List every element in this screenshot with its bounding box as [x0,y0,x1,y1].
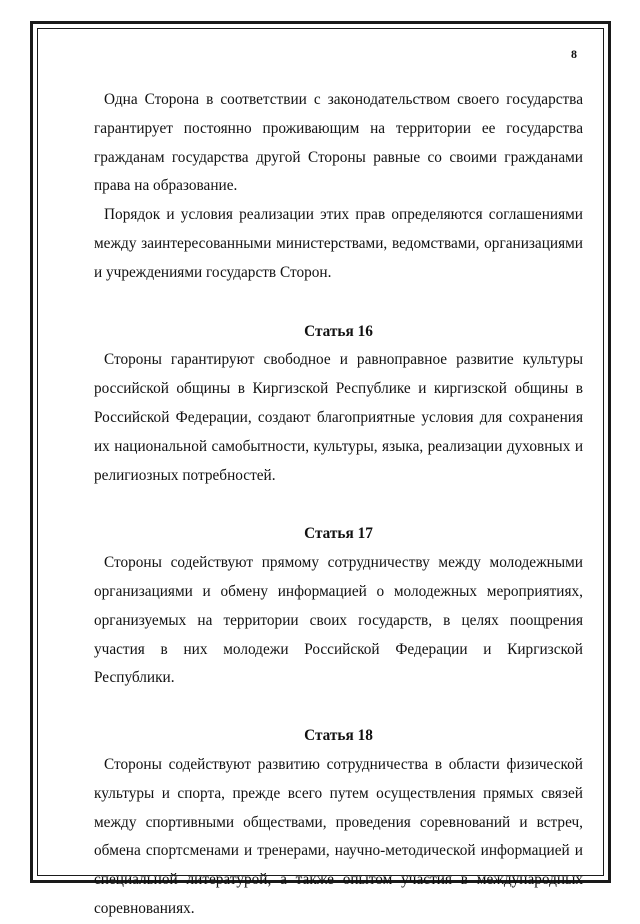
paragraph-procedure-conditions: Порядок и условия реализации этих прав определяются соглашениями между заинтересованными министерствами, ведомствами, организациями и учреждениями государств Сторон. [94,206,583,281]
document-body [94,86,583,924]
paragraph-rights-education: Одна Сторона в соответствии с законодательством своего государства гарантирует постоянно проживающим на территории ее государства гражданам государства другой Стороны равные со своими гражданами права на образование. [94,91,583,195]
article-18-text: Стороны содействуют развитию сотрудничества в области физической культуры и спорта, прежде всего путем осуществления прямых связей между спортивными обществами, проведения соревнований и встреч, обмена спортсменами и тренерами, научно-методической информацией и специальной литературой, а также опытом участия в международных соревнованиях. [94,755,583,917]
page-number: 8 [571,47,577,61]
article-16-heading: Статья 16 [304,322,373,340]
article-16-text: Стороны гарантируют свободное и равноправное развитие культуры российской общины в Киргизской Республике и киргизской общины в Российской Федерации, создают благоприятные условия для сохранения их национальной самобытности, культуры, языка, реализации духовных и религиозных потребностей. [94,351,583,484]
article-17-text: Стороны содействуют прямому сотрудничеству между молодежными организациями и обмену информацией о молодежных мероприятиях, организуемых на территории своих государств, в целях поощрения участия в них молодежи Российской Федерации и Киргизской Республики. [94,554,583,687]
article-18-heading: Статья 18 [304,727,373,745]
article-17-heading: Статья 17 [304,525,373,543]
